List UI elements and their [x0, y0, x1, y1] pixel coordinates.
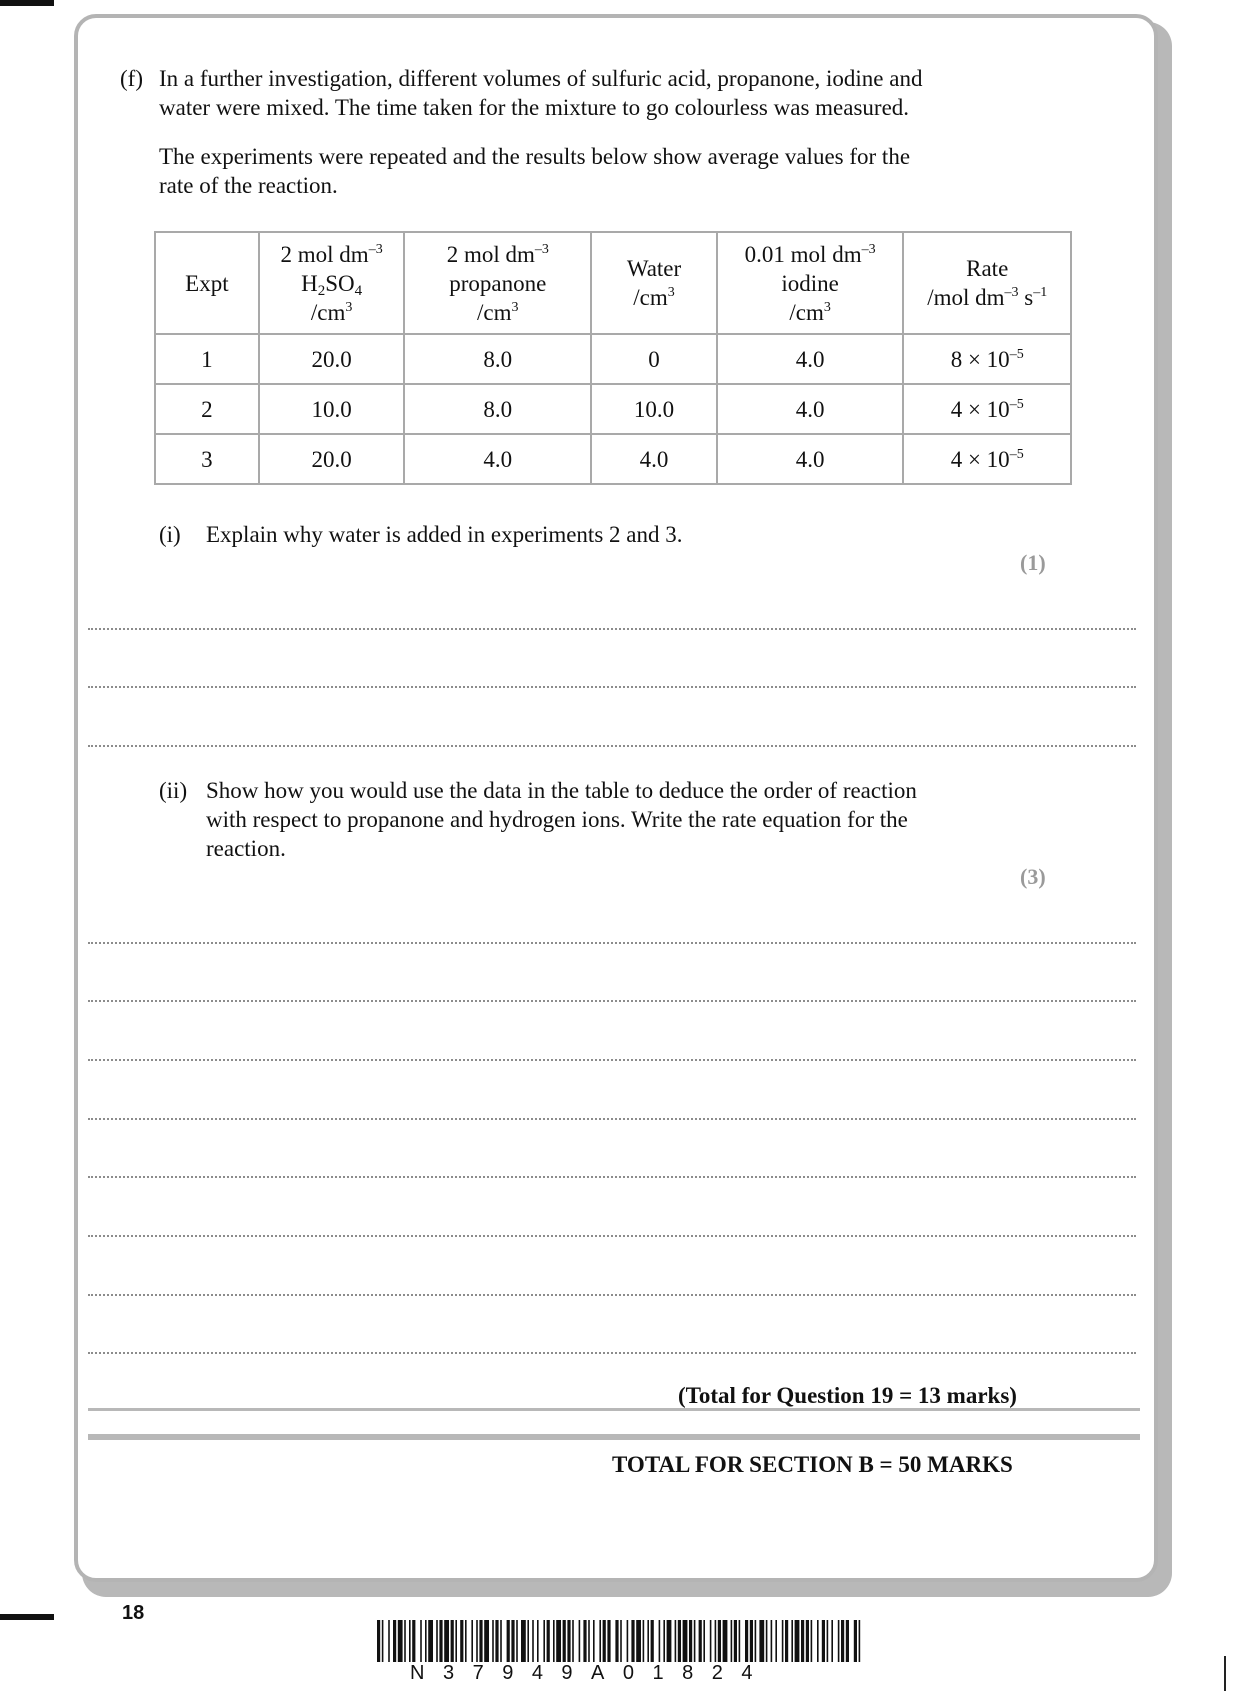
cell-rate: $4 \times 10^{-5}$ — [903, 434, 1071, 484]
header-sulfuric-acid: 2 mol $dm^{-3}$ $H_2SO_4$ $/cm^3$ — [259, 232, 405, 334]
cell-rate: $4 \times 10^{-5}$ — [903, 384, 1071, 434]
answer-line-i-2[interactable] — [88, 686, 1136, 688]
part-ii-marks: (3) — [1020, 864, 1046, 889]
part-f-para-line1: The experiments were repeated and the results below show average values for the — [159, 144, 911, 169]
part-f-label: (f) — [120, 66, 143, 91]
cell-water: 0 — [591, 334, 717, 384]
cell-expt: 1 — [155, 334, 259, 384]
cell-water: 10.0 — [591, 384, 717, 434]
part-ii-line2: with respect to propanone and hydrogen ions. Write the rate equation for the — [206, 807, 908, 832]
question-total-rule — [88, 1408, 1140, 1411]
page-number: 18 — [122, 1602, 145, 1624]
answer-line-ii-4[interactable] — [88, 1118, 1136, 1120]
section-total: TOTAL FOR SECTION B = 50 MARKS — [612, 1452, 1013, 1477]
cell-propanone: 8.0 — [404, 334, 591, 384]
table-row — [155, 384, 1071, 434]
results-table — [154, 231, 1072, 485]
part-i-question: Explain why water is added in experiments 2 and 3. — [206, 522, 683, 547]
answer-line-ii-6[interactable] — [88, 1235, 1136, 1237]
answer-line-ii-7[interactable] — [88, 1294, 1136, 1296]
table-row — [155, 334, 1071, 384]
answer-line-ii-2[interactable] — [88, 1000, 1136, 1002]
cell-expt: 2 — [155, 384, 259, 434]
part-i-marks: (1) — [1020, 550, 1046, 575]
corner-mark-bottom — [0, 1614, 54, 1620]
cell-iodine: 4.0 — [717, 434, 904, 484]
edge-tick — [1224, 1656, 1226, 1691]
table-row — [155, 434, 1071, 484]
answer-line-ii-5[interactable] — [88, 1176, 1136, 1178]
part-ii-label: (ii) — [159, 778, 188, 803]
answer-line-ii-1[interactable] — [88, 942, 1136, 944]
part-f-intro-line1: In a further investigation, different volumes of sulfuric acid, propanone, iodine and — [159, 66, 923, 91]
cell-acid: 20.0 — [259, 434, 405, 484]
cell-iodine: 4.0 — [717, 384, 904, 434]
part-ii-line3: reaction. — [206, 836, 286, 861]
cell-acid: 10.0 — [259, 384, 405, 434]
answer-line-ii-8[interactable] — [88, 1352, 1136, 1354]
cell-expt: 3 — [155, 434, 259, 484]
header-water: Water $/cm^3$ — [591, 232, 717, 334]
table-header-row — [155, 232, 1071, 334]
answer-line-i-1[interactable] — [88, 628, 1136, 630]
header-expt: Expt — [155, 232, 259, 334]
cell-iodine: 4.0 — [717, 334, 904, 384]
header-iodine: 0.01 mol $dm^{-3}$ iodine $/cm^3$ — [717, 232, 904, 334]
answer-line-i-3[interactable] — [88, 745, 1136, 747]
part-i-label: (i) — [159, 522, 181, 547]
barcode-text: N37949A01824 — [410, 1662, 772, 1684]
cell-rate: $8 \times 10^{-5}$ — [903, 334, 1071, 384]
cell-propanone: 4.0 — [404, 434, 591, 484]
cell-acid: 20.0 — [259, 334, 405, 384]
cell-propanone: 8.0 — [404, 384, 591, 434]
header-propanone: 2 mol $dm^{-3}$ propanone $/cm^3$ — [404, 232, 591, 334]
cell-water: 4.0 — [591, 434, 717, 484]
barcode — [377, 1620, 863, 1662]
part-f-para-line2: rate of the reaction. — [159, 173, 338, 198]
part-f-intro-line2: water were mixed. The time taken for the mixture to go colourless was measured. — [159, 95, 910, 120]
part-ii-line1: Show how you would use the data in the table to deduce the order of reaction — [206, 778, 917, 803]
corner-mark-top — [0, 0, 54, 6]
section-rule — [88, 1434, 1140, 1440]
header-rate: Rate /mol $dm^{-3}$ $s^{-1}$ — [903, 232, 1071, 334]
answer-line-ii-3[interactable] — [88, 1059, 1136, 1061]
question-total: (Total for Question 19 = 13 marks) — [678, 1383, 1017, 1408]
